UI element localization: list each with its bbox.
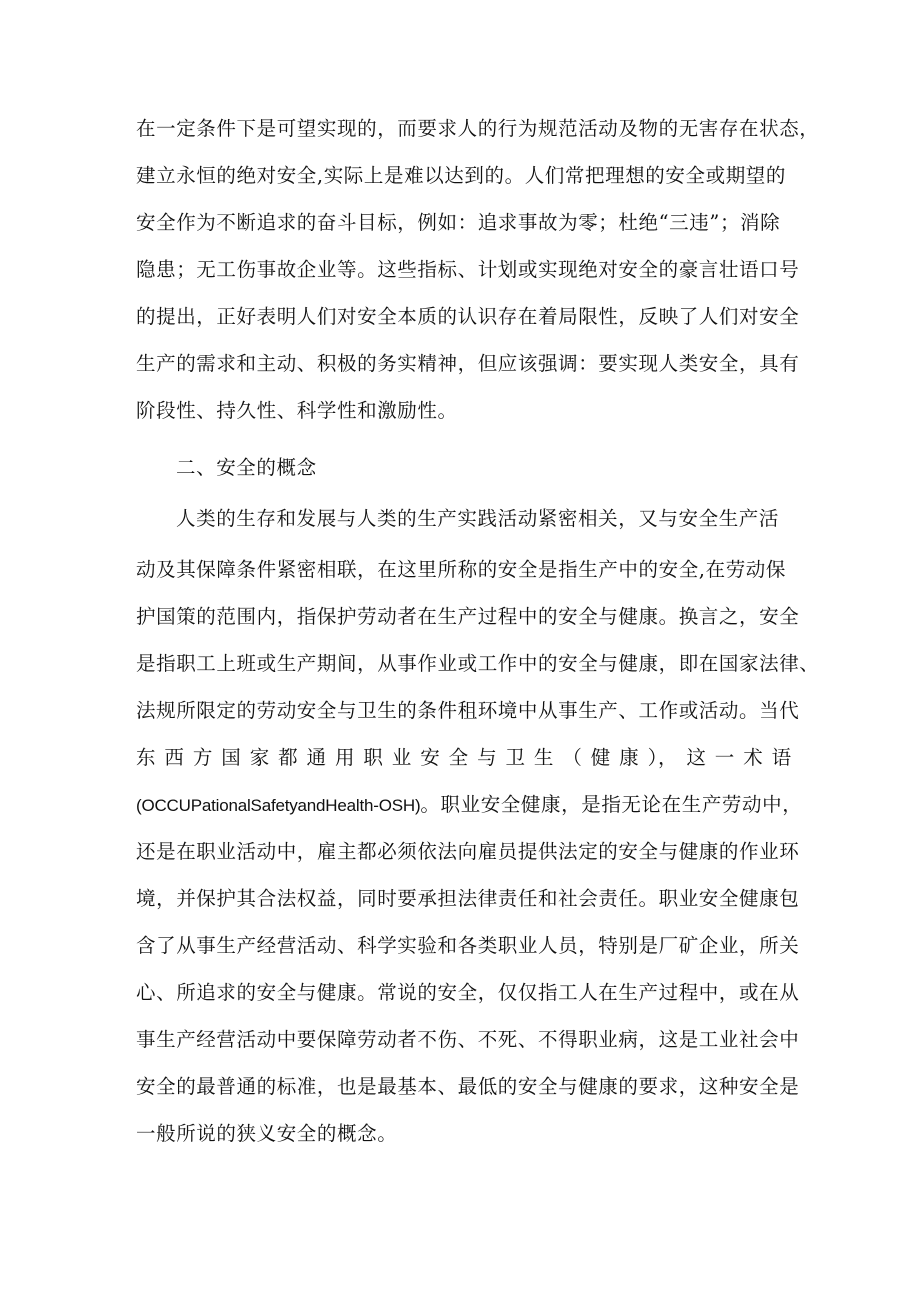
osh-abbreviation: (OCCUPationalSafetyandHealth-OSH) <box>136 796 421 815</box>
text-line-15-abbrev <box>136 782 803 828</box>
spread-char: ）， <box>647 746 679 769</box>
spread-char: 国 <box>221 746 242 769</box>
text-line-10: 动及其保障条件紧密相联，在这里所称的安全是指生产中的安全,在劳动保 <box>136 558 786 581</box>
spread-char: 卫 <box>505 746 526 769</box>
text-line-3: 安全作为不断追求的奋斗目标，例如：追求事故为零；杜绝“三违”；消除 <box>136 211 781 234</box>
spread-char: 职 <box>363 746 384 769</box>
text-line-18: 含了从事生产经营活动、科学实验和各类职业人员，特别是厂矿企业，所关 <box>136 934 800 957</box>
text-line-16: 还是在职业活动中，雇主都必须依法向雇员提供法定的安全与健康的作业环 <box>136 840 800 863</box>
osh-line-rest: 。职业安全健康，是指无论在生产劳动中， <box>420 793 803 816</box>
text-line-17: 境，并保护其合法权益，同时要承担法律责任和社会责任。职业安全健康包 <box>136 887 800 910</box>
spread-char: 都 <box>278 746 299 769</box>
spread-char: 家 <box>249 746 270 769</box>
text-line-14-spread <box>136 735 792 781</box>
text-line-6: 生产的需求和主动、积极的务实精神，但应该强调：要实现人类安全，具有 <box>136 352 800 375</box>
spread-char: 用 <box>334 746 356 769</box>
text-line-22: 一般所说的狭义安全的概念。 <box>136 1122 398 1145</box>
text-line-13: 法规所限定的劳动安全与卫生的条件租环境中从事生产、工作或活动。当代 <box>136 699 800 722</box>
spread-char: （ <box>562 746 583 769</box>
spread-char: 语 <box>771 746 792 769</box>
spread-char: 东 <box>136 746 157 769</box>
text-line-7: 阶段性、持久性、科学性和激励性。 <box>136 399 458 422</box>
spread-char: 健 <box>590 746 611 769</box>
spread-char: 一 <box>714 746 735 769</box>
text-line-21: 安全的最普通的标准，也是最基本、最低的安全与健康的要求，这种安全是 <box>136 1075 800 1098</box>
spread-char: 与 <box>477 746 498 769</box>
spread-char: 康 <box>619 746 640 769</box>
spread-char: 这 <box>686 746 707 769</box>
text-line-5: 的提出，正好表明人们对安全本质的认识存在着局限性，反映了人们对安全 <box>136 305 800 328</box>
text-line-11: 护国策的范围内，指保护劳动者在生产过程中的安全与健康。换言之，安全 <box>136 605 800 628</box>
spread-char: 方 <box>192 746 213 769</box>
spread-char: 生 <box>533 746 555 769</box>
text-line-1: 在一定条件下是可望实现的，而要求人的行为规范活动及物的无害存在状态， <box>136 117 820 140</box>
spread-char: 业 <box>391 746 412 769</box>
text-line-4: 隐患；无工伤事故企业等。这些指标、计划或实现绝对安全的豪言壮语口号 <box>136 258 800 281</box>
spread-char: 安 <box>420 746 441 769</box>
spread-char: 术 <box>743 746 764 769</box>
section-heading: 二、安全的概念 <box>176 456 317 479</box>
text-line-20: 事生产经营活动中要保障劳动者不伤、不死、不得职业病，这是工业社会中 <box>136 1028 800 1051</box>
spread-char: 通 <box>306 746 327 769</box>
text-line-2: 建立永恒的绝对安全,实际上是难以达到的。人们常把理想的安全或期望的 <box>136 164 786 187</box>
spread-char: 西 <box>164 746 185 769</box>
text-line-19: 心、所追求的安全与健康。常说的安全，仅仅指工人在生产过程中，或在从 <box>136 981 800 1004</box>
paragraph-first-line: 人类的生存和发展与人类的生产实践活动紧密相关，又与安全生产活 <box>176 507 780 530</box>
spread-char: 全 <box>448 746 469 769</box>
text-line-12: 是指职工上班或生产期间，从事作业或工作中的安全与健康，即在国家法律、 <box>136 652 820 675</box>
